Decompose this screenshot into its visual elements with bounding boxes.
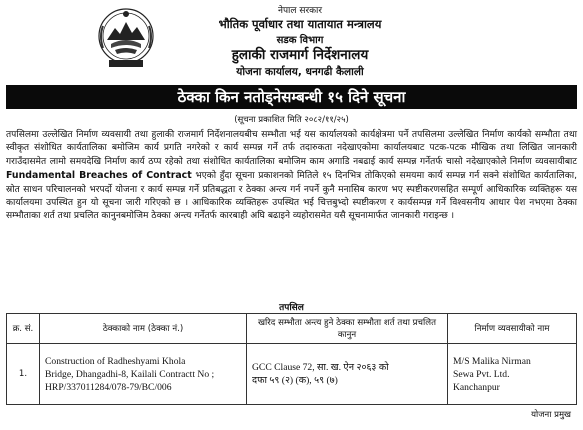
header-sn: क्र. सं. (7, 314, 40, 344)
builder-line: Sewa Pvt. Ltd. (453, 368, 510, 380)
publish-date: (सूचना प्रकाशित मिति २०८२/११/२५) (234, 115, 349, 125)
work-line: HRP/337011284/078-79/BC/006 (45, 381, 172, 393)
details-table (6, 313, 577, 405)
cell-work (40, 344, 247, 405)
government-name: नेपाल सरकार (277, 6, 323, 16)
work-line: Construction of Radheshyami Khola (45, 355, 186, 367)
notice-title: ठेक्का किन नतोड्नेसम्बन्धी १५ दिने सूचना (6, 85, 577, 109)
cell-builder (448, 344, 577, 405)
builder-line: M/S Malika Nirman (453, 355, 531, 367)
cell-law (247, 344, 448, 405)
notice-body-part1: तपसिलमा उल्लेखित निर्माण व्यवसायी तथा हुलाकी राजमार्ग निर्देशनालयबीच सम्भौता भई यस कार्यालयको कार्यक्षेत्रमा पर्ने तपसिलमा उल्लेखित निर्माण कार्यको सम्भौता तथा स्वीकृत संशोधित कार्यतालिका बमोजिम कार्य प्रगति नगरेको र कार्य सम्पन्न गर्ने तर्फ तदारुकता नदेखाएकोमा कार्यालयबाट पटक-पटक मौखिक तथा लिखित जानकारी गराउँदासमेत लामो समयदेखि निर्माण कार्य ठप्प रहेको तथा संशोधित कार्यतालिका बमोजिम काम अगाडि नबढाई कार्य सम्पन्न गर्नेतर्फ चासो नदेखाएकोले निर्माण व्यवसायीबाट (6, 130, 577, 167)
table-row (7, 344, 577, 405)
directorate-name: हुलाकी राजमार्ग निर्देशनालय (231, 47, 369, 63)
notice-body-part2: भएको हुँदा सूचना प्रकाशनको मितिले १५ दिनभित्र तोकिएको समयमा कार्य सम्पन्न गर्न सक्ने संशोधित कार्यतालिका, स्रोत साधन परिचालनको भरपर्दो योजना र कार्य सम्पन्न गर्ने प्रतिबद्धता र ठेक्का अन्त्य गर्न नपर्ने कुनै मनासिब कारण भए स्पष्टीकरणसहित सम्पूर्ण आधिकारिक व्यक्तिहरू यस कार्यालयमा उपस्थित हुन यो सूचना जारी गरिएको छ । आधिकारिक व्यक्तिहरू उपस्थित भई चित्तबुभ्दो स्पष्टीकरण र कार्यसम्पन्न गर्ने विश्वसनीय आधार पेश नभएमा ठेक्का सम्भौताका शर्त तथा प्रचलित कानुनबमोजिम ठेक्का अन्त्य गर्नेतर्फ कारबाही अघि बढाइने व्यहोरासमेत यसै सूचनामार्फत जानकारी गराइन्छ । (6, 171, 577, 222)
department-name: सडक विभाग (276, 35, 324, 46)
law-line: GCC Clause 72, सा. ख. ऐन २०६३ को (252, 362, 389, 373)
office-name: योजना कार्यालय, धनगढी कैलाली (236, 66, 364, 78)
table-header-row (7, 314, 577, 344)
header-builder: निर्माण व्यवसायीको नाम (448, 314, 577, 344)
cell-sn: 1. (7, 344, 40, 405)
signatory: योजना प्रमुख (531, 410, 571, 420)
header-work: ठेक्काको नाम (ठेक्का नं.) (40, 314, 247, 344)
notice-body-bold: Fundamental Breaches of Contract (6, 170, 192, 182)
header-law: खरिद सम्भौता अन्त्य हुने ठेक्का सम्भौता शर्त तथा प्रचलित कानुन (247, 314, 448, 344)
builder-line: Kanchanpur (453, 381, 500, 393)
nepal-government-emblem-icon (95, 6, 157, 70)
work-line: Bridge, Dhangadhi-8, Kailali Contractt No ; (45, 368, 215, 380)
law-line: दफा ५९ (२) (क), ५९ (७) (252, 375, 338, 386)
notice-body (6, 129, 577, 224)
ministry-name: भौतिक पूर्वाधार तथा यातायात मन्त्रालय (218, 17, 382, 31)
table-caption: तपसिल (279, 303, 304, 313)
